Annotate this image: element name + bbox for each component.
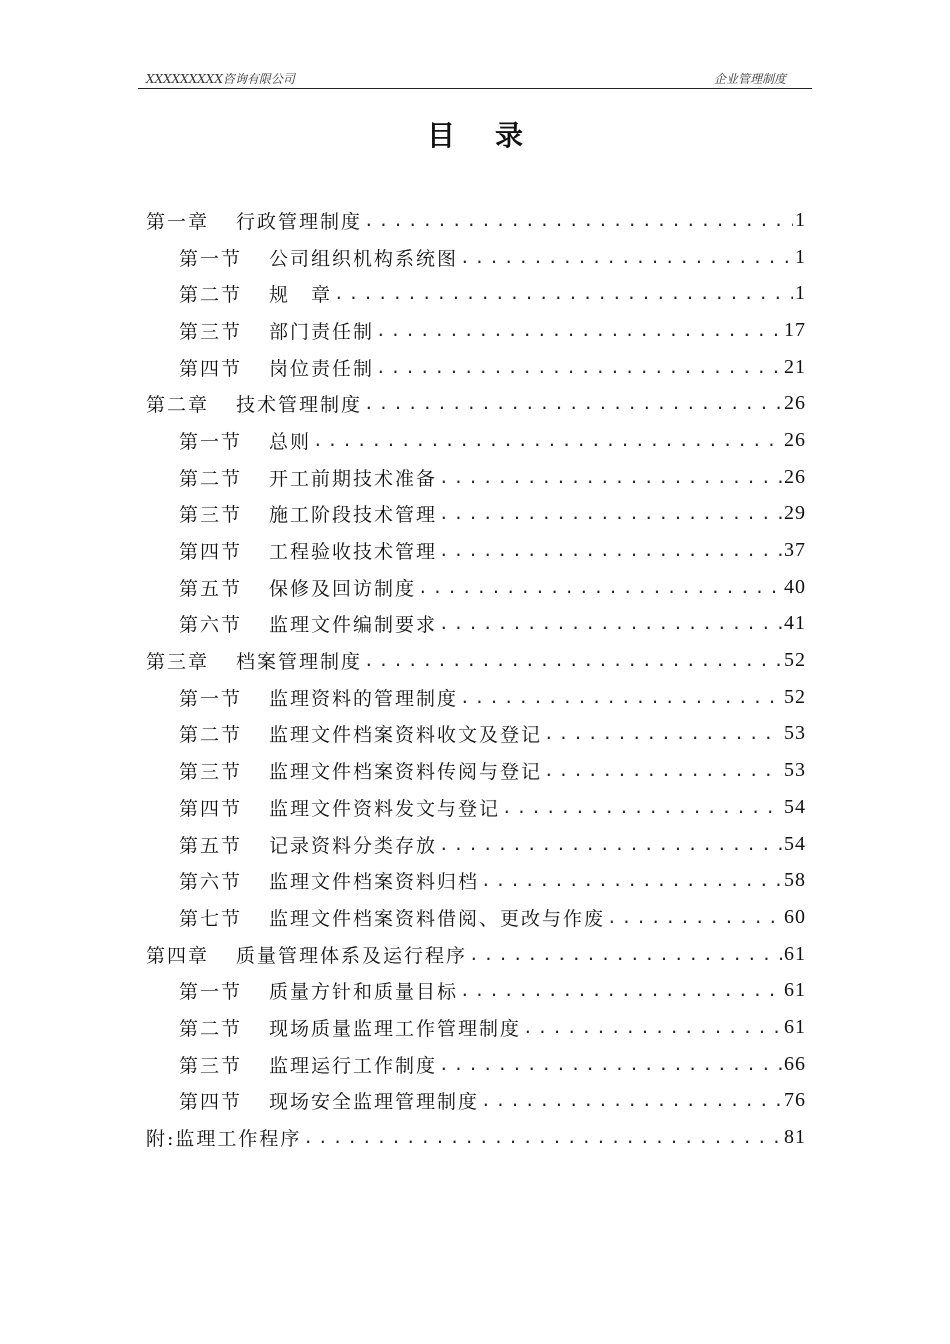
toc-entry-page-number: 58 — [784, 869, 806, 892]
toc-entry-section[interactable] — [146, 532, 806, 569]
toc-entry-page-number: 41 — [784, 612, 806, 635]
toc-dot-leader — [523, 1018, 782, 1037]
toc-entry-label — [179, 280, 332, 307]
toc-entry-title: 现场安全监理管理制度 — [269, 1091, 480, 1114]
toc-entry-label — [146, 207, 362, 234]
toc-entry-page-number: 61 — [784, 1015, 806, 1038]
toc-entry-title: 监理工作程序 — [175, 1128, 302, 1151]
toc-entry-title: 保修及回访制度 — [269, 577, 417, 600]
toc-entry-title: 监理文件编制要求 — [269, 614, 438, 637]
toc-entry-number: 第三章 — [146, 651, 210, 674]
toc-entry-title: 部门责任制 — [269, 320, 375, 343]
toc-entry-title: 行政管理制度 — [236, 210, 363, 233]
toc-dot-leader — [376, 358, 782, 377]
toc-entry-number: 第五节 — [179, 577, 243, 600]
toc-entry-page-number: 54 — [784, 832, 806, 855]
toc-entry-label — [179, 537, 437, 564]
toc-entry-title: 质量方针和质量目标 — [269, 981, 459, 1004]
header-document-category: 企业管理制度 — [713, 72, 786, 86]
toc-entry-chapter[interactable] — [146, 385, 806, 422]
toc-entry-title: 岗位责任制 — [269, 357, 375, 380]
page-title: 目录 — [426, 119, 563, 152]
toc-entry-section[interactable] — [146, 349, 806, 386]
toc-entry-label — [179, 427, 311, 454]
toc-entry-label — [179, 684, 458, 711]
toc-dot-leader — [460, 248, 793, 267]
toc-entry-section[interactable] — [146, 862, 806, 899]
toc-entry-number: 第一章 — [146, 210, 210, 233]
toc-dot-leader — [376, 321, 782, 340]
toc-entry-title: 规 章 — [269, 284, 333, 307]
toc-entry-section[interactable] — [146, 275, 806, 312]
toc-entry-title: 总则 — [269, 430, 312, 453]
toc-entry-number: 第三节 — [179, 761, 243, 784]
toc-dot-leader — [460, 981, 782, 1000]
toc-dot-leader — [502, 798, 782, 817]
toc-entry-title: 监理文件资料发文与登记 — [269, 797, 501, 820]
toc-entry-label — [179, 1014, 521, 1041]
toc-entry-label — [146, 1124, 301, 1151]
toc-entry-section[interactable] — [146, 569, 806, 606]
toc-entry-number: 第一节 — [179, 430, 243, 453]
toc-entry-page-number: 37 — [784, 539, 806, 562]
toc-entry-appendix[interactable] — [146, 1119, 806, 1156]
toc-entry-label — [179, 794, 500, 821]
toc-entry-label — [179, 500, 437, 527]
toc-entry-number: 第六节 — [179, 614, 243, 637]
toc-entry-page-number: 26 — [784, 392, 806, 415]
toc-dot-leader — [544, 761, 782, 780]
toc-entry-number: 第四节 — [179, 797, 243, 820]
toc-entry-number: 第四节 — [179, 541, 243, 564]
toc-dot-leader — [439, 1055, 782, 1074]
toc-entry-title: 监理运行工作制度 — [269, 1054, 438, 1077]
toc-entry-number: 第六节 — [179, 871, 243, 894]
toc-entry-page-number: 17 — [784, 318, 806, 341]
toc-dot-leader — [439, 468, 782, 487]
toc-dot-leader — [364, 651, 782, 670]
toc-entry-number: 第一节 — [179, 687, 243, 710]
toc-entry-section[interactable] — [146, 1046, 806, 1083]
toc-entry-title: 档案管理制度 — [236, 651, 363, 674]
toc-entry-title: 施工阶段技术管理 — [269, 504, 438, 527]
toc-entry-label — [179, 1087, 479, 1114]
toc-dot-leader — [544, 724, 782, 743]
toc-dot-leader — [439, 504, 782, 523]
toc-entry-section[interactable] — [146, 972, 806, 1009]
toc-dot-leader — [334, 284, 793, 303]
toc-entry-number: 第四节 — [179, 357, 243, 380]
toc-entry-page-number: 61 — [784, 942, 806, 965]
toc-entry-number: 第四节 — [179, 1091, 243, 1114]
toc-entry-page-number: 21 — [784, 355, 806, 378]
toc-dot-leader — [364, 394, 782, 413]
toc-entry-chapter[interactable] — [146, 202, 806, 239]
toc-entry-label — [179, 867, 479, 894]
toc-entry-page-number: 66 — [784, 1052, 806, 1075]
toc-dot-leader — [313, 431, 782, 450]
toc-entry-number: 第三节 — [179, 504, 243, 527]
toc-entry-title: 监理文件档案资料借阅、更改与作废 — [269, 907, 606, 930]
toc-entry-number: 第五节 — [179, 834, 243, 857]
toc-entry-page-number: 53 — [784, 759, 806, 782]
toc-entry-title: 现场质量监理工作管理制度 — [269, 1017, 522, 1040]
toc-entry-title: 监理文件档案资料归档 — [269, 871, 480, 894]
toc-entry-number: 第三节 — [179, 1054, 243, 1077]
toc-entry-label — [179, 720, 542, 747]
toc-entry-number: 第一节 — [179, 981, 243, 1004]
toc-entry-section[interactable] — [146, 1083, 806, 1120]
toc-entry-section[interactable] — [146, 239, 806, 276]
toc-entry-number: 第二章 — [146, 394, 210, 417]
toc-entry-label — [179, 574, 416, 601]
toc-entry-section[interactable] — [146, 826, 806, 863]
toc-entry-number: 第二节 — [179, 1017, 243, 1040]
toc-entry-title: 监理文件档案资料收文及登记 — [269, 724, 543, 747]
toc-dot-leader — [439, 835, 782, 854]
toc-entry-page-number: 52 — [784, 649, 806, 672]
toc-entry-label — [179, 757, 542, 784]
toc-entry-section[interactable] — [146, 312, 806, 349]
toc-entry-label — [179, 610, 437, 637]
toc-dot-leader — [364, 211, 793, 230]
toc-entry-label — [179, 354, 374, 381]
toc-entry-number: 第三节 — [179, 320, 243, 343]
toc-entry-title: 公司组织机构系统图 — [269, 247, 459, 270]
toc-entry-page-number: 52 — [784, 685, 806, 708]
toc-entry-page-number: 26 — [784, 465, 806, 488]
toc-entry-label — [179, 244, 458, 271]
toc-entry-label — [179, 1051, 437, 1078]
toc-entry-section[interactable] — [146, 459, 806, 496]
toc-entry-title: 记录资料分类存放 — [269, 834, 438, 857]
table-of-contents — [146, 202, 806, 1156]
toc-entry-label — [146, 647, 362, 674]
toc-entry-page-number: 40 — [784, 575, 806, 598]
toc-entry-page-number: 61 — [784, 979, 806, 1002]
toc-entry-page-number: 1 — [795, 282, 806, 305]
toc-entry-label — [146, 941, 467, 968]
toc-entry-section[interactable] — [146, 752, 806, 789]
toc-entry-section[interactable] — [146, 679, 806, 716]
toc-dot-leader — [439, 614, 782, 633]
toc-entry-page-number: 76 — [784, 1089, 806, 1112]
toc-entry-section[interactable] — [146, 496, 806, 533]
toc-dot-leader — [303, 1128, 782, 1147]
toc-entry-section[interactable] — [146, 716, 806, 753]
toc-entry-title: 工程验收技术管理 — [269, 541, 438, 564]
toc-entry-chapter[interactable] — [146, 936, 806, 973]
toc-entry-section[interactable] — [146, 422, 806, 459]
toc-entry-number: 第四章 — [146, 944, 210, 967]
toc-entry-number: 附: — [146, 1128, 176, 1151]
toc-entry-title: 监理文件档案资料传阅与登记 — [269, 761, 543, 784]
toc-dot-leader — [607, 908, 782, 927]
toc-entry-section[interactable] — [146, 789, 806, 826]
toc-entry-label — [179, 904, 605, 931]
toc-entry-page-number: 26 — [784, 428, 806, 451]
toc-entry-page-number: 81 — [784, 1126, 806, 1149]
toc-entry-number: 第二节 — [179, 724, 243, 747]
toc-entry-label — [179, 831, 437, 858]
toc-entry-label — [179, 977, 458, 1004]
toc-dot-leader — [469, 945, 782, 964]
toc-dot-leader — [439, 541, 782, 560]
toc-entry-page-number: 60 — [784, 905, 806, 928]
toc-entry-page-number: 1 — [795, 208, 806, 231]
header-company-name: XXXXXXXXX咨询有限公司 — [146, 72, 295, 86]
toc-entry-number: 第七节 — [179, 907, 243, 930]
toc-entry-number: 第一节 — [179, 247, 243, 270]
toc-entry-label — [179, 317, 374, 344]
page-header — [138, 66, 812, 89]
toc-entry-number: 第二节 — [179, 284, 243, 307]
toc-entry-title: 质量管理体系及运行程序 — [236, 944, 468, 967]
toc-entry-title: 开工前期技术准备 — [269, 467, 438, 490]
toc-entry-section[interactable] — [146, 899, 806, 936]
toc-entry-page-number: 1 — [795, 245, 806, 268]
toc-entry-title: 技术管理制度 — [236, 394, 363, 417]
toc-dot-leader — [481, 871, 782, 890]
toc-entry-page-number: 54 — [784, 795, 806, 818]
toc-entry-page-number: 53 — [784, 722, 806, 745]
toc-dot-leader — [481, 1091, 782, 1110]
toc-dot-leader — [460, 688, 782, 707]
toc-entry-title: 监理资料的管理制度 — [269, 687, 459, 710]
toc-dot-leader — [418, 578, 782, 597]
toc-entry-chapter[interactable] — [146, 642, 806, 679]
toc-entry-label — [146, 390, 362, 417]
toc-entry-page-number: 29 — [784, 502, 806, 525]
toc-entry-label — [179, 464, 437, 491]
toc-entry-number: 第二节 — [179, 467, 243, 490]
toc-entry-section[interactable] — [146, 606, 806, 643]
toc-entry-section[interactable] — [146, 1009, 806, 1046]
